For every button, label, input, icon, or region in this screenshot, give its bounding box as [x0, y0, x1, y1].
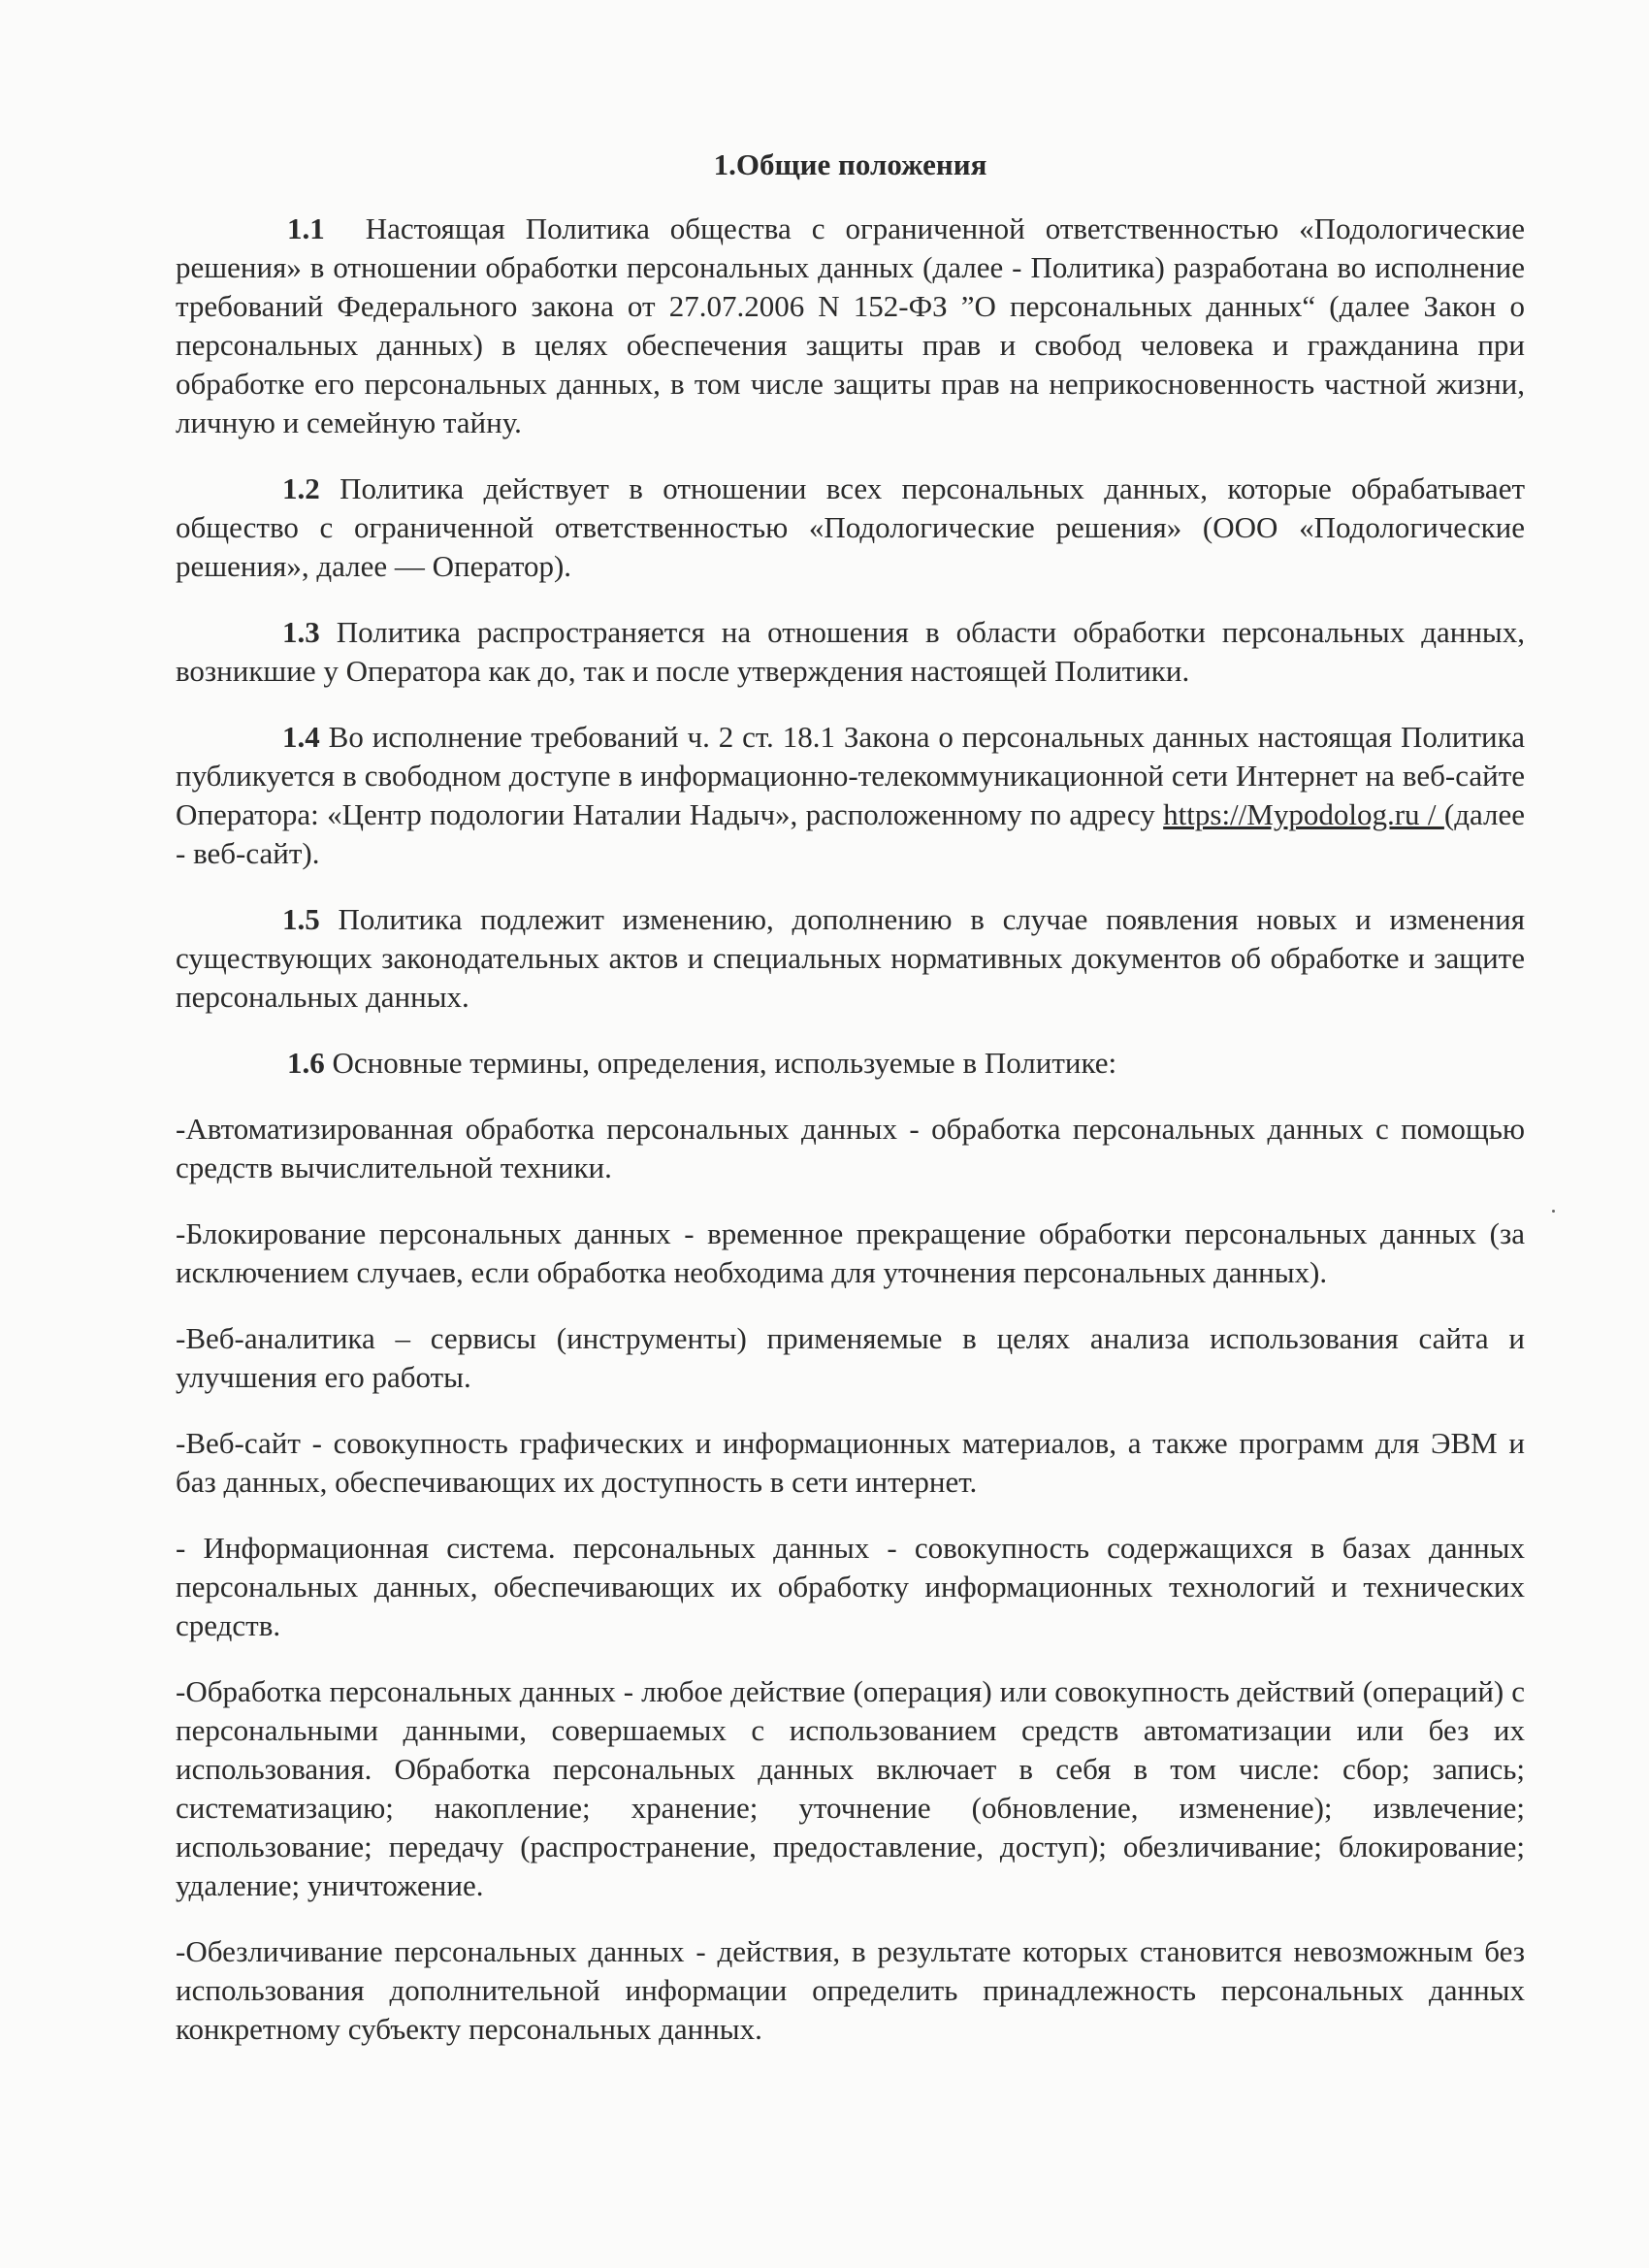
- paragraph-number: 1.3: [282, 615, 320, 649]
- paragraph-text: Во исполнение требований ч. 2 ст. 18.1 Закона о персональных данных настоящая Политика публикуется в свободном доступе в информационно-телекоммуникационной сети Интернет на веб-сайте Оператора: «Центр подологии Наталии Надыч», расположенному по адресу: [176, 720, 1526, 831]
- paragraph-number: 1.6: [287, 1046, 325, 1080]
- paragraph-text: Политика распространяется на отношения в области обработки персональных данных, возникшие у Оператора как до, так и после утверждения настоящей Политики.: [176, 615, 1526, 688]
- term-definition: -Веб-аналитика – сервисы (инструменты) применяемые в целях анализа использования сайта и улучшения его работы.: [176, 1321, 1525, 1394]
- paragraph-text: Настоящая Политика общества с ограниченной ответственностью «Подологические решения» в отношении обработки персональных данных (далее - Политика) разработана во исполнение требований Федерального закона от 27.07.2006 N 152-ФЗ ”О персональных данных“ (далее Закон о персональных данных) в целях обеспечения защиты прав и свобод человека и гражданина при обработке его персональных данных, в том числе защиты прав на неприкосновенность частной жизни, личную и семейную тайну.: [176, 211, 1525, 439]
- paragraph-tail: (далее - веб-сайт).: [176, 797, 1526, 870]
- paragraph-number: 1.5: [282, 902, 320, 936]
- paragraph-text: Основные термины, определения, используемые в Политике:: [332, 1046, 1117, 1080]
- section-heading: 1.Общие положения: [713, 147, 987, 181]
- paragraph-1-1: [176, 210, 1525, 442]
- term-definition: -Обезличивание персональных данных - действия, в результате которых становится невозможным без использования дополнительной информации определить принадлежность персональных данных конкретному субъекту персональных данных.: [176, 1934, 1525, 2046]
- paragraph-1-4: [176, 718, 1525, 873]
- term-definition: -Автоматизированная обработка персональных данных - обработка персональных данных с помощью средств вычислительной техники.: [176, 1112, 1525, 1184]
- term-definition: -Обработка персональных данных - любое действие (операция) или совокупность действий (операций) с персональными данными, совершаемых с использованием средств автоматизации или без их использования. Обработка персональных данных включает в себя в том числе: сбор; запись; систематизацию; накопление; хранение; уточнение (обновление, изменение); извлечение; использование; передачу (распространение, предоставление, доступ); обезличивание; блокирование; удаление; уничтожение.: [176, 1674, 1525, 1902]
- term-definition: -Блокирование персональных данных - временное прекращение обработки персональных данных (за исключением случаев, если обработка необходима для уточнения персональных данных).: [176, 1216, 1525, 1289]
- term-definition: - Информационная система. персональных данных - совокупность содержащихся в базах данных персональных данных, обеспечивающих их обработку информационных технологий и технических средств.: [176, 1531, 1525, 1642]
- paragraph-1-2: [176, 470, 1525, 586]
- paragraph-text: Политика действует в отношении всех персональных данных, которые обрабатывает общество с ограниченной ответственностью «Подологические решения» (ООО «Подологические решения», далее — Оператор).: [176, 471, 1526, 583]
- paragraph-number: 1.2: [282, 471, 320, 505]
- website-link[interactable]: https://Mypodolog.ru /: [1163, 797, 1444, 831]
- paragraph-number: 1.4: [282, 720, 320, 754]
- paragraph-number: 1.1: [287, 211, 325, 245]
- paragraph-text: Политика подлежит изменению, дополнению в случае появления новых и изменения существующих законодательных актов и специальных нормативных документов об обработке и защите персональных данных.: [176, 902, 1525, 1014]
- scan-speck: [1552, 1210, 1555, 1213]
- paragraph-1-5: [176, 900, 1525, 1017]
- paragraph-1-6: [176, 1044, 1525, 1083]
- paragraph-1-3: [176, 613, 1525, 691]
- term-definition: -Веб-сайт - совокупность графических и информационных материалов, а также программ для ЭВМ и баз данных, обеспечивающих их доступность в сети интернет.: [176, 1426, 1525, 1499]
